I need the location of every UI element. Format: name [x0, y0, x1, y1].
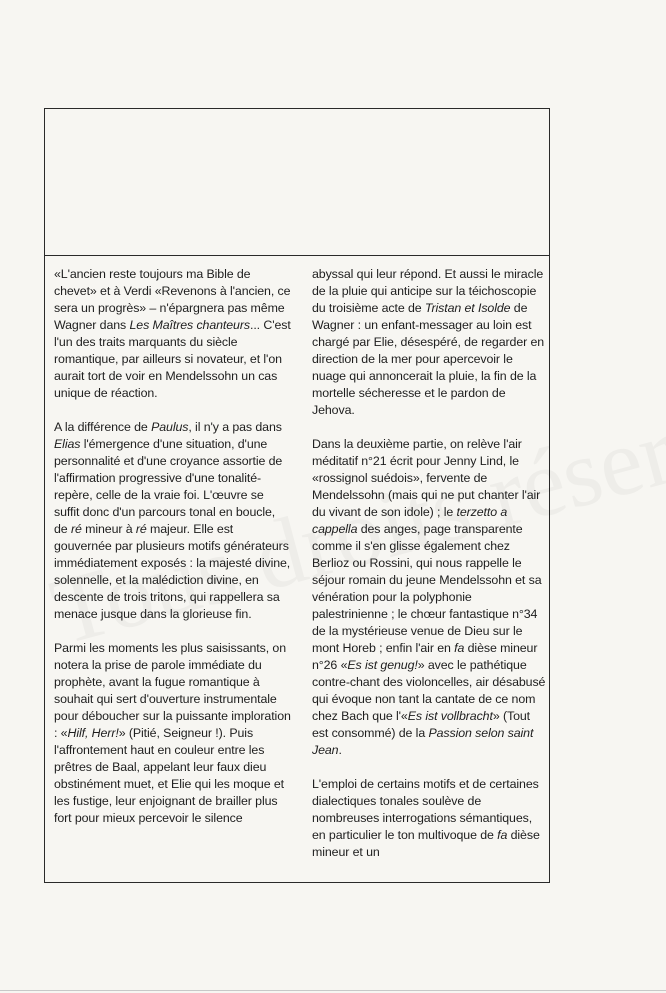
header-divider — [44, 255, 550, 256]
left-paragraph-3: Parmi les moments les plus saisissants, on notera la prise de parole immédiate du prophète, avant la fugue romantique à souhait qui sert d'ouverture instrumentale pour déboucher sur la puissante imploration : «Hilf, Herr!» (Pitié, Seigneur !). Puis l'affrontement haut en couleur entre les prêtres de Baal, appelant leur faux dieu obstinément muet, et Elie qui les moque et les fustige, leur enjoignant de brailler plus fort pour mieux percevoir le silence — [54, 641, 291, 825]
right-column — [312, 266, 548, 861]
scan-edge — [0, 990, 666, 991]
left-column — [54, 266, 292, 827]
right-paragraph-2: Dans la deuxième partie, on relève l'air méditatif n°21 écrit pour Jenny Lind, le «rossignol suédois», fervente de Mendelssohn (mais qui ne put chanter l'air du vivant de son idole) ; le terzetto a cappella des anges, page transparente comme il s'en glisse également chez Berlioz ou Rossini, qui nous rappelle le séjour romain du jeune Mendelssohn et sa vénération pour la polyphonie palestrinienne ; le chœur fantastique n°34 de la mystérieuse venue de Dieu sur le mont Horeb ; enfin l'air en fa dièse mineur n°26 «Es ist genug!» avec le pathétique contre-chant des violoncelles, air désabusé qui évoque non tant la cantate de ce nom chez Bach que l'«Es ist vollbracht» (Tout est consommé) de la Passion selon saint Jean. — [312, 437, 546, 757]
right-paragraph-1: abyssal qui leur répond. Et aussi le miracle de la pluie qui anticipe sur la téichoscopie du troisième acte de Tristan et Isolde de Wagner : un enfant-messager au loin est chargé par Elie, désespéré, de regarder en direction de la mer pour apercevoir le nuage qui annoncerait la pluie, la fin de la mortelle sécheresse et le pardon de Jehova. — [312, 267, 545, 417]
left-paragraph-1: «L'ancien reste toujours ma Bible de chevet» et à Verdi «Revenons à l'ancien, ce sera un progrès» – n'épargnera pas même Wagner dans Les Maîtres chanteurs... C'est l'un des traits marquants du siècle romantique, par ailleurs si novateur, et l'on aurait tort de voir en Mendelssohn un cas unique de réaction. — [54, 267, 291, 400]
left-paragraph-2: A la différence de Paulus, il n'y a pas dans Elias l'émergence d'une situation, d'une personnalité et d'une croyance assortie de l'affirmation progressive d'une tonalité-repère, celle de la vraie foi. L'œuvre se suffit donc d'un parcours tonal en boucle, de ré mineur à ré majeur. Elle est gouvernée par plusieurs motifs générateurs immédiatement exposés : la majesté divine, solennelle, et la malédiction divine, en descente de trois tritons, qui rappellera sa menace jusque dans la glorieuse fin. — [54, 420, 291, 621]
right-paragraph-3: L'emploi de certains motifs et de certaines dialectiques tonales soulève de nombreuses interrogations sémantiques, en particulier le ton multivoque de fa dièse mineur et un — [312, 777, 540, 859]
